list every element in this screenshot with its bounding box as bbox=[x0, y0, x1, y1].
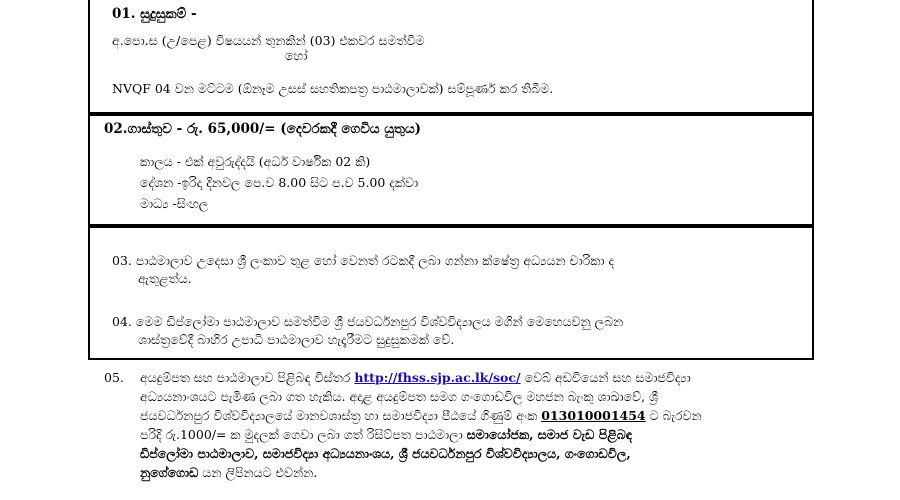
website-link[interactable]: http://fhss.sjp.ac.lk/soc/ bbox=[354, 370, 521, 385]
fee-heading: 02.ගාස්තුව - රු. 65,000/= (දෙවරකදී ගෙවිය යුතුය) bbox=[104, 121, 422, 137]
item-5-line-2: අධ්‍යයනාංශයට පැමිණ ලබා ගත හැකිය. අදාළ අයදුම්පත සමග ගංගොඩවිල මහජන බැංකු ශාඛාවේ, ශ්‍රී bbox=[140, 389, 658, 404]
item-5-line-3-text: ජයවර්ධනපුර විශ්වවිද්‍යාලයේ මානවශාස්ත්‍ර හා සමාජවිද්‍යා පීඨයේ ගිණුම් අංක bbox=[140, 408, 538, 423]
qualification-line-1: අ.පො.ස (උ/පෙළ) විෂයයන් තුනකින් (03) එකවර සමත්වීම bbox=[112, 33, 425, 48]
item-5-line-1-text: අයදුම්පත සහ පාඨමාලාව පිළිබඳ විස්තර bbox=[140, 370, 351, 385]
item-5-line-6 bbox=[140, 465, 317, 481]
item-5-line-3 bbox=[140, 408, 702, 424]
item-5-line-6-tail: යන ලිපිනයට එවන්න. bbox=[202, 465, 318, 480]
medium-line: මාධ්‍ය -සිංහල bbox=[140, 196, 209, 211]
item-5-line-4-text: පරිදි රු.1000/= ක මුදලක් ගෙවා ලබා ගත් රිසිට්පත පාඨමාලා bbox=[140, 427, 463, 442]
qualification-line-2: NVQF 04 වන මට්ටම (ඕනෑම උසස් සහතිකපත්‍ර පාඨමාලාවක්) සම්පූර්ණ කර තිබීම. bbox=[112, 81, 554, 96]
item-4-line-2: ශාස්ත්‍රවේදී බාහිර උපාධි පාඨමාලාව හැදෑරීමට සුදුසුකමක් වේ. bbox=[138, 332, 455, 347]
item-4-line-1: 04. මෙම ඩිප්ලෝමා පාඨමාලාව සමත්වීම ශ්‍රී ජයවර්ධනපුර විශ්වවිද්‍යාලය මගින් මෙහෙයවනු ලබන bbox=[112, 314, 624, 329]
duration-line: කාලය - එක් අවුරුද්දයි (අර්ධ වාර්ෂික 02 කි) bbox=[140, 154, 371, 169]
lectures-line: දේශන -ඉරිදා දිනවල පෙ.ව 8.00 සිට ප.ව 5.00 දක්වා bbox=[140, 175, 419, 190]
item-5-line-1-tail: වෙබ් අඩවියෙන් සහ සමාජවිද්‍යා bbox=[524, 370, 691, 385]
item-5-line-1 bbox=[140, 370, 691, 386]
item-5-line-4 bbox=[140, 427, 632, 443]
qualification-or: හෝ bbox=[285, 48, 308, 63]
item-5-number: 05. bbox=[104, 370, 124, 385]
account-number: 013010001454 bbox=[541, 408, 646, 423]
item-5-line-5: ඩිප්ලෝමා පාඨමාලාව, සමාජවිද්‍යා අධ්‍යයනාංශය, ශ්‍රී ජයවර්ධනපුර විශ්වවිද්‍යාලය, ගංගොඩවිල, bbox=[140, 446, 631, 461]
item-3-line-2: ඇතුළත්ය. bbox=[138, 271, 192, 286]
item-5-line-3-tail: ට බැරවන bbox=[649, 408, 702, 423]
qualifications-heading: 01. සුදුසුකම් - bbox=[112, 6, 197, 22]
item-5-line-6-bold: නුගේගොඩ bbox=[140, 465, 199, 480]
item-3-line-1: 03. පාඨමාලාව උදෙසා ශ්‍රී ලංකාව තුළ හෝ වෙනත් රටකදී ලබා ගන්නා ක්ෂේත්‍ර අධ්‍යයන චාරිකා ද bbox=[112, 253, 615, 268]
item-5-line-4-bold: සමායෝජක, සමාජ වැඩ පිළිබඳ bbox=[466, 427, 633, 442]
